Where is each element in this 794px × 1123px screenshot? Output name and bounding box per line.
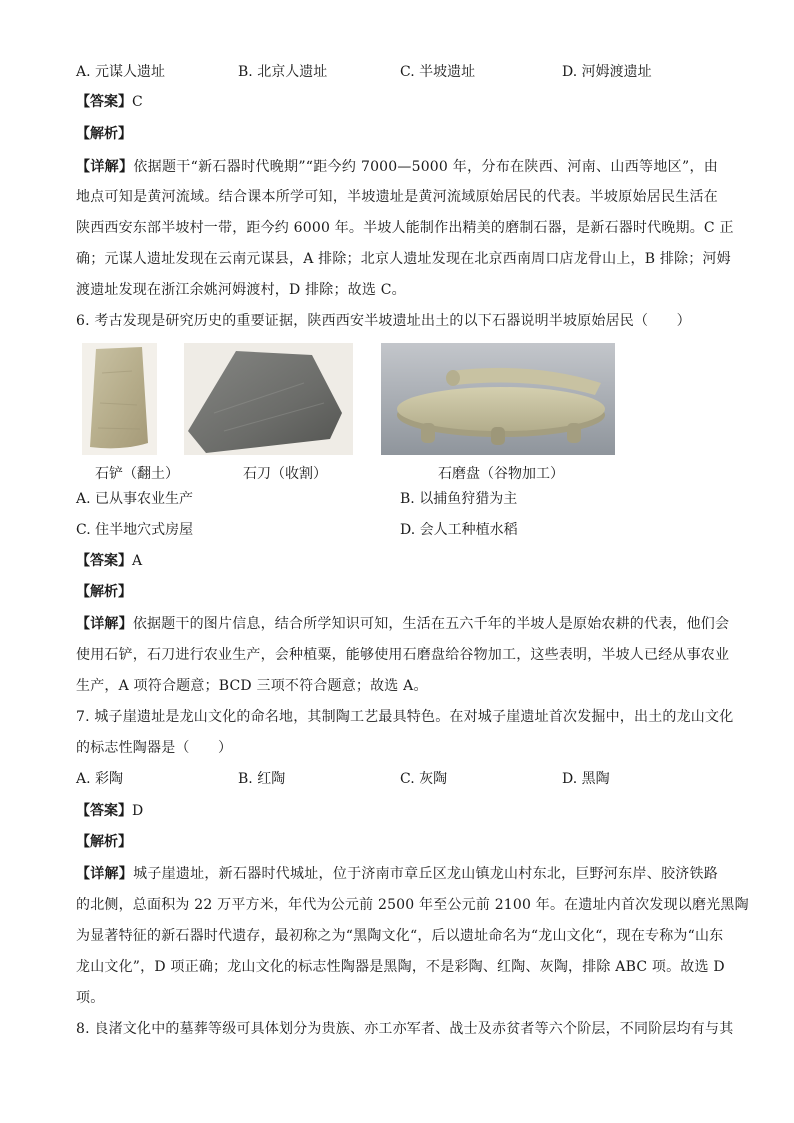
q5-option-a: A. 元谋人遗址	[76, 64, 166, 80]
q6-detail-line: 使用石铲，石刀进行农业生产，会种植粟，能够使用石磨盘给谷物加工，这些表明，半坡人已经从事农业	[76, 647, 730, 663]
q6-answer	[76, 551, 142, 571]
q6-option-b: B. 以捕鱼狩猎为主	[400, 491, 518, 507]
q5-detail-line: 陕西西安东部半坡村一带，距今约 6000 年。半坡人能制作出精美的磨制石器，是新石器时代晚期。C 正	[76, 220, 734, 236]
q6-detail-line: 生产，A 项符合题意；BCD 三项不符合题意；故选 A。	[76, 678, 428, 694]
detail-tag: 【详解】	[76, 866, 134, 882]
q7-analysis-tag: 【解析】	[76, 834, 132, 850]
detail-text: 依据题干“新石器时代晚期”“距今约 7000—5000 年，分布在陕西、河南、山西等地区”，由	[133, 159, 718, 175]
q5-detail-line: 确；元谋人遗址发现在云南元谋县，A 排除；北京人遗址发现在北京西南周口店龙骨山上，B 排除；河姆	[76, 251, 731, 267]
q7-stem-line: 7. 城子崖遗址是龙山文化的命名地，其制陶工艺最具特色。在对城子崖遗址首次发掘中，出土的龙山文化	[76, 709, 734, 725]
caption-grinding-stone: 石磨盘（谷物加工）	[438, 466, 564, 482]
caption-stone-knife: 石刀（收割）	[243, 466, 327, 482]
q6-detail-line	[76, 614, 730, 634]
stone-shovel-image	[82, 343, 157, 455]
q7-detail-line: 的北侧，总面积为 22 万平方米，年代为公元前 2500 年至公元前 2100 年。在遗址内首次发现以磨光黑陶	[76, 897, 749, 913]
q7-option-d: D. 黑陶	[562, 771, 610, 787]
q7-detail-line	[76, 864, 718, 884]
q7-option-a: A. 彩陶	[76, 771, 124, 787]
q5-analysis-tag: 【解析】	[76, 126, 132, 142]
q7-stem-line: 的标志性陶器是（ ）	[76, 740, 233, 756]
detail-text: 城子崖遗址，新石器时代城址，位于济南市章丘区龙山镇龙山村东北，巨野河东岸、胶济铁路	[133, 866, 718, 882]
answer-value: C	[132, 94, 143, 110]
q6-analysis-tag: 【解析】	[76, 584, 132, 600]
detail-text: 依据题干的图片信息，结合所学知识可知，生活在五六千年的半坡人是原始农耕的代表，他们会	[132, 616, 730, 632]
detail-tag: 【详解】	[76, 159, 134, 175]
q5-detail-line: 地点可知是黄河流域。结合课本所学可知，半坡遗址是黄河流域原始居民的代表。半坡原始居民生活在	[76, 189, 718, 205]
answer-tag: 【答案】	[76, 803, 132, 819]
detail-tag: 【详解】	[76, 616, 133, 632]
q6-option-c: C. 住半地穴式房屋	[76, 522, 194, 538]
q5-option-b: B. 北京人遗址	[238, 64, 328, 80]
grinding-stone-image	[381, 343, 615, 455]
q5-detail-line: 渡遗址发现在浙江余姚河姆渡村，D 排除；故选 C。	[76, 282, 406, 298]
q7-detail-line: 项。	[76, 990, 105, 1006]
q6-stem: 6. 考古发现是研究历史的重要证据，陕西西安半坡遗址出土的以下石器说明半坡原始居民（ ）	[76, 313, 691, 329]
q6-option-a: A. 已从事农业生产	[76, 491, 194, 507]
q5-option-d: D. 河姆渡遗址	[562, 64, 652, 80]
q7-option-b: B. 红陶	[238, 771, 286, 787]
answer-tag: 【答案】	[76, 553, 132, 569]
q7-option-c: C. 灰陶	[400, 771, 448, 787]
q6-option-d: D. 会人工种植水稻	[400, 522, 518, 538]
q7-detail-line: 为显著特征的新石器时代遗存，最初称之为“黑陶文化“，后以遗址命名为“龙山文化“，现在专称为“山东	[76, 928, 724, 944]
q8-stem: 8. 良渚文化中的墓葬等级可具体划分为贵族、亦工亦军者、战士及赤贫者等六个阶层，不同阶层均有与其	[76, 1021, 734, 1037]
q5-detail-line	[76, 157, 718, 177]
stone-knife-image	[184, 343, 353, 455]
caption-stone-shovel: 石铲（翻土）	[95, 466, 179, 482]
answer-tag: 【答案】	[76, 94, 132, 110]
answer-value: D	[132, 803, 144, 819]
q5-answer	[76, 92, 143, 112]
q5-option-c: C. 半坡遗址	[400, 64, 476, 80]
answer-value: A	[132, 553, 143, 569]
q7-detail-line: 龙山文化”，D 项正确；龙山文化的标志性陶器是黑陶，不是彩陶、红陶、灰陶，排除 ABC 项。故选 D	[76, 959, 725, 975]
q7-answer	[76, 801, 143, 821]
